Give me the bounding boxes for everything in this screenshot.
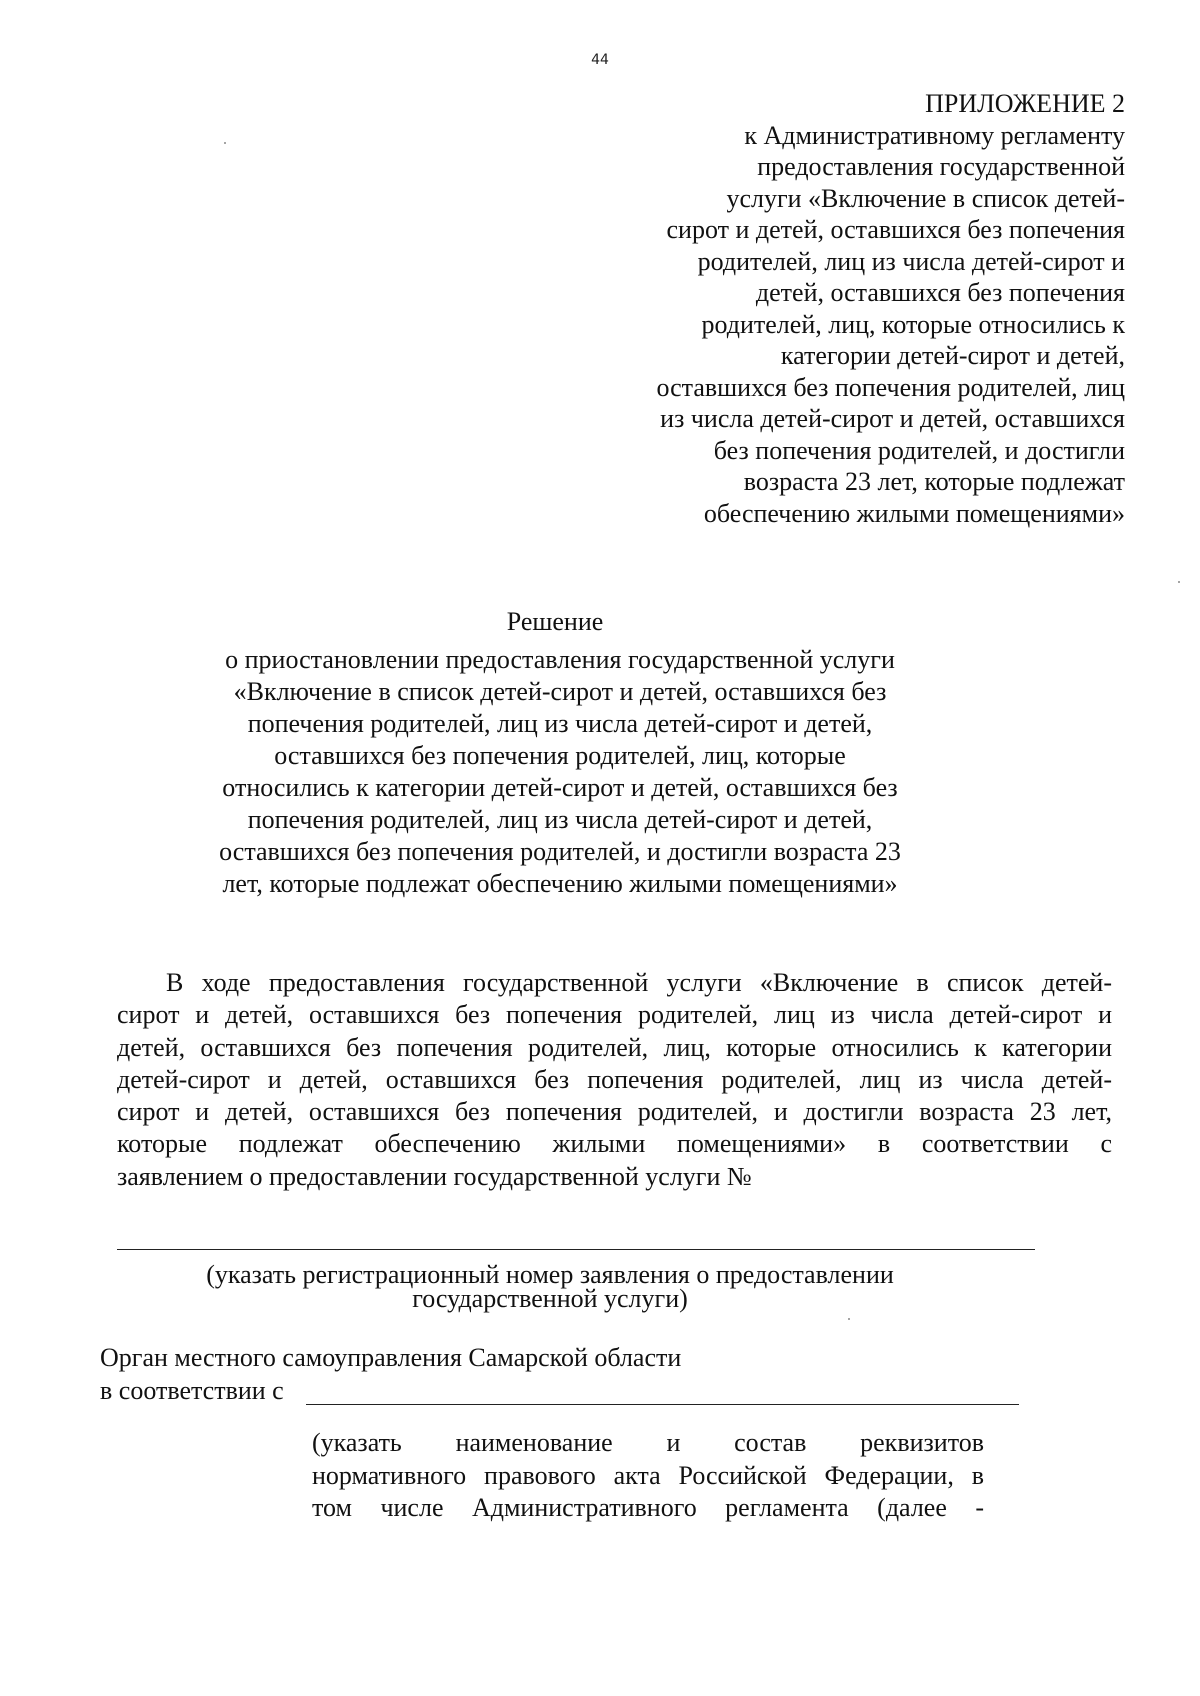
appendix-line: оставшихся без попечения родителей, лиц xyxy=(656,372,1125,402)
body-line: сирот и детей, оставшихся без попечения родителей, лиц из числа детей-сирот и xyxy=(117,1000,1112,1030)
scan-speck xyxy=(848,1318,850,1320)
subtitle-line: относились к категории детей-сирот и детей, оставшихся без xyxy=(222,773,898,802)
page-number: 44 xyxy=(591,52,609,68)
appendix-line: из числа детей-сирот и детей, оставшихся xyxy=(660,404,1125,433)
appendix-header xyxy=(560,88,1125,529)
legal-act-hint-line: том числе Административного регламента (далее - xyxy=(312,1493,984,1522)
appendix-line: обеспечению жилыми помещениями» xyxy=(703,498,1125,528)
subtitle-line: лет, которые подлежат обеспечению жилыми помещениями» xyxy=(222,869,898,898)
appendix-line: услуги «Включение в список детей- xyxy=(726,183,1125,213)
registration-hint-line: (указать регистрационный номер заявления о предоставлении xyxy=(206,1260,894,1289)
appendix-line: предоставления государственной xyxy=(757,152,1125,181)
scan-speck xyxy=(224,142,226,144)
organ-label: Орган местного самоуправления Самарской области xyxy=(100,1343,682,1372)
subtitle-line: попечения родителей, лиц из числа детей-сирот и детей, xyxy=(247,805,873,834)
subtitle-line: оставшихся без попечения родителей, лиц, которые xyxy=(274,741,846,770)
accordance-label: в соответствии с xyxy=(100,1376,284,1405)
body-line: детей, оставшихся без попечения родителей, лиц, которые относились к категории xyxy=(117,1032,1112,1062)
body-line: детей-сирот и детей, оставшихся без попечения родителей, лиц из числа детей- xyxy=(117,1064,1112,1094)
scan-speck xyxy=(1178,581,1180,583)
appendix-line: категории детей-сирот и детей, xyxy=(780,341,1125,370)
appendix-line: детей, оставшихся без попечения xyxy=(755,278,1125,307)
decision-subtitle xyxy=(150,644,970,900)
appendix-line: родителей, лиц, которые относились к xyxy=(701,309,1125,339)
subtitle-line: о приостановлении предоставления государственной услуги xyxy=(225,645,895,674)
legal-act-hint xyxy=(312,1427,984,1525)
body-line: В ходе предоставления государственной услуги «Включение в список детей- xyxy=(166,968,1112,997)
appendix-line: возраста 23 лет, которые подлежат xyxy=(743,467,1125,496)
subtitle-line: попечения родителей, лиц из числа детей-сирот и детей, xyxy=(247,709,873,738)
subtitle-line: «Включение в список детей-сирот и детей, оставшихся без xyxy=(233,677,887,706)
decision-title: Решение xyxy=(506,607,604,636)
body-line: заявлением о предоставлении государственной услуги № xyxy=(117,1161,752,1191)
subtitle-line: оставшихся без попечения родителей, и достигли возраста 23 xyxy=(219,837,901,866)
legal-act-hint-line: нормативного правового акта Российской Федерации, в xyxy=(312,1460,984,1490)
appendix-line: ПРИЛОЖЕНИЕ 2 xyxy=(925,89,1125,118)
body-line: которые подлежат обеспечению жилыми помещениями» в соответствии с xyxy=(117,1129,1112,1159)
body-paragraph xyxy=(117,967,1112,1193)
body-line: сирот и детей, оставшихся без попечения родителей, и достигли возраста 23 лет, xyxy=(117,1097,1112,1127)
appendix-line: родителей, лиц из числа детей-сирот и xyxy=(697,246,1125,276)
legal-act-hint-line: (указать наименование и состав реквизитов xyxy=(312,1428,984,1457)
legal-act-blank-line xyxy=(306,1404,1019,1405)
registration-hint xyxy=(150,1260,950,1313)
appendix-line: сирот и детей, оставшихся без попечения xyxy=(666,215,1125,244)
registration-number-blank-line xyxy=(117,1249,1035,1250)
appendix-line: к Административному регламенту xyxy=(744,120,1125,150)
appendix-line: без попечения родителей, и достигли xyxy=(713,435,1125,465)
registration-hint-line: государственной услуги) xyxy=(412,1284,688,1313)
